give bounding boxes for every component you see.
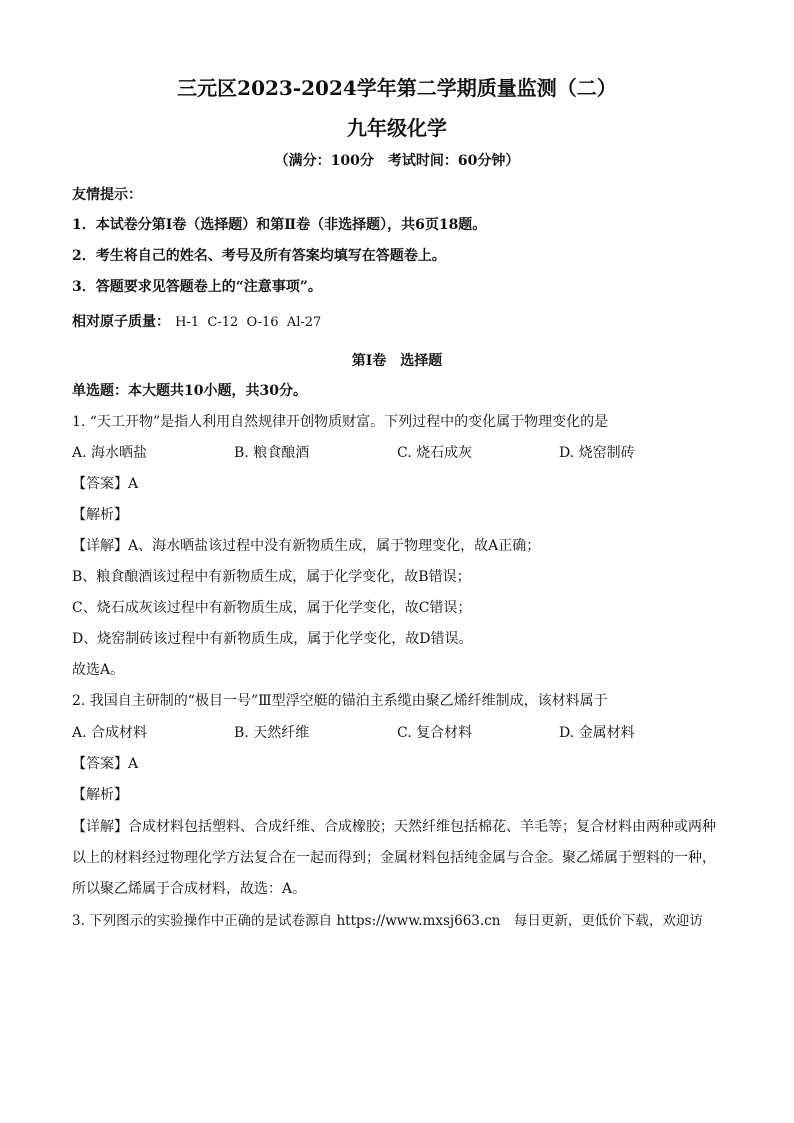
q2-stem: 2. 我国自主研制的“极目一号”Ⅲ型浮空艇的锚泊主系缆由聚乙烯纤维制成，该材料属于 bbox=[72, 693, 608, 709]
exam-title: 三元区2023-2024学年第二学期质量监测（二） bbox=[177, 76, 617, 100]
q1-option-c: C. 烧石成灰 bbox=[397, 445, 473, 461]
q2-option-a: A. 合成材料 bbox=[72, 725, 148, 741]
notice-item-3: 3．答题要求见答题卷上的“注意事项”。 bbox=[72, 279, 322, 295]
exam-subject: 九年级化学 bbox=[347, 116, 447, 140]
notice-item-2: 2．考生将自己的姓名、考号及所有答案均填写在答题卷上。 bbox=[72, 248, 446, 264]
q2-option-d: D. 金属材料 bbox=[559, 725, 635, 741]
q1-stem: 1. “天工开物”是指人利用自然规律开创物质财富。下列过程中的变化属于物理变化的是 bbox=[72, 414, 609, 430]
atomic-mass-values: H-1 C-12 O-16 Al-27 bbox=[175, 315, 322, 330]
q2-option-b: B. 天然纤维 bbox=[234, 725, 310, 741]
exam-info: （满分：100分 考试时间：60分钟） bbox=[274, 153, 520, 169]
q2-option-c: C. 复合材料 bbox=[397, 725, 473, 741]
q1-option-a: A. 海水晒盐 bbox=[72, 445, 148, 461]
notice-heading: 友情提示： bbox=[72, 187, 142, 203]
q1-option-d: D. 烧窑制砖 bbox=[559, 445, 635, 461]
q1-detail-1: 【详解】A、海水晒盐该过程中没有新物质生成，属于物理变化，故A正确； bbox=[72, 538, 541, 554]
notice-item-1: 1．本试卷分第Ⅰ卷（选择题）和第Ⅱ卷（非选择题），共6页18题。 bbox=[72, 217, 487, 233]
q1-analysis: 【解析】 bbox=[72, 507, 128, 523]
section-title: 第Ⅰ卷 选择题 bbox=[351, 353, 443, 369]
q1-answer: 【答案】A bbox=[72, 476, 139, 492]
q2-analysis: 【解析】 bbox=[72, 787, 128, 803]
section-instructions: 单选题：本大题共10小题，共30分。 bbox=[72, 383, 307, 399]
q2-detail-2: 以上的材料经过物理化学方法复合在一起而得到；金属材料包括纯金属与合金。聚乙烯属于塑料的一种， bbox=[72, 850, 716, 866]
atomic-mass-label: 相对原子质量： bbox=[72, 314, 170, 330]
q1-detail-4: D、烧窑制砖该过程中有新物质生成，属于化学变化，故D错误。 bbox=[72, 631, 473, 647]
q1-detail-3: C、烧石成灰该过程中有新物质生成，属于化学变化，故C错误； bbox=[72, 600, 472, 616]
q2-answer: 【答案】A bbox=[72, 756, 139, 772]
q1-detail-5: 故选A。 bbox=[72, 662, 125, 678]
q1-detail-2: B、粮食酿酒该过程中有新物质生成，属于化学变化，故B错误； bbox=[72, 569, 471, 585]
q3-stem: 3. 下列图示的实验操作中正确的是试卷源自 https://www.mxsj663.cn 每日更新，更低价下载，欢迎访 bbox=[72, 913, 703, 929]
q1-option-b: B. 粮食酿酒 bbox=[234, 445, 310, 461]
q2-detail-1: 【详解】合成材料包括塑料、合成纤维、合成橡胶；天然纤维包括棉花、羊毛等；复合材料由两种或两种 bbox=[72, 819, 716, 835]
q2-detail-3: 所以聚乙烯属于合成材料，故选：A。 bbox=[72, 881, 307, 897]
atomic-mass-row bbox=[72, 311, 321, 331]
